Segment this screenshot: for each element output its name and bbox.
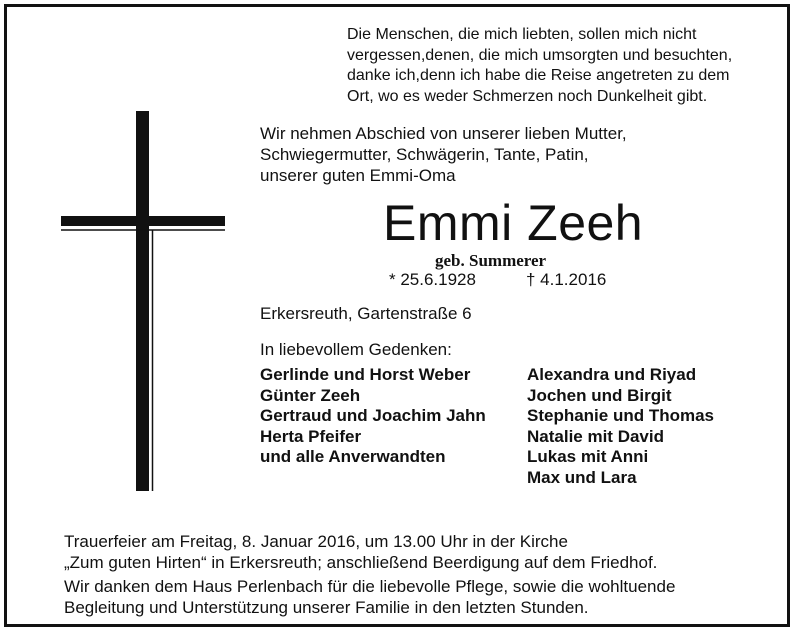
- mourner-entry: Herta Pfeifer: [260, 426, 362, 446]
- mourners-left-column: [260, 365, 486, 468]
- mourner-entry: Jochen und Birgit: [527, 385, 672, 405]
- deceased-name: Emmi Zeeh: [383, 195, 644, 251]
- birth-date: * 25.6.1928: [389, 270, 476, 289]
- intro-line: Wir nehmen Abschied von unserer lieben Mutter,: [260, 124, 627, 143]
- mourner-entry: Lukas mit Anni: [527, 447, 649, 466]
- intro-line: unserer guten Emmi-Oma: [260, 166, 456, 185]
- mourner-entry: und alle Anverwandten: [260, 447, 446, 466]
- mourner-entry: Stephanie und Thomas: [527, 406, 715, 425]
- mourner-entry: Natalie mit David: [527, 426, 664, 446]
- cross-icon: [61, 111, 225, 491]
- thanks-line: Wir danken dem Haus Perlenbach für die liebevolle Pflege, sowie die wohltuende: [64, 577, 676, 596]
- mourner-entry: Günter Zeeh: [260, 385, 361, 405]
- intro-line: Schwiegermutter, Schwägerin, Tante, Patin,: [260, 145, 589, 164]
- address: Erkersreuth, Gartenstraße 6: [260, 304, 472, 323]
- poem-line: Ort, wo es weder Schmerzen noch Dunkelheit gibt.: [347, 87, 708, 105]
- mourner-entry: Max und Lara: [527, 467, 637, 487]
- funeral-line: Trauerfeier am Freitag, 8. Januar 2016, um 13.00 Uhr in der Kirche: [64, 532, 568, 551]
- mourners-right-column: [527, 365, 714, 488]
- poem-line: vergessen,denen, die mich umsorgten und besuchten,: [347, 46, 733, 64]
- poem-line: danke ich,denn ich habe die Reise angetreten zu dem: [347, 67, 730, 84]
- mourner-entry: Alexandra und Riyad: [527, 365, 697, 384]
- thanks-note: [64, 576, 675, 618]
- remembrance-heading: In liebevollem Gedenken:: [260, 340, 452, 359]
- funeral-line: „Zum guten Hirten“ in Erkersreuth; anschließend Beerdigung auf dem Friedhof.: [64, 553, 658, 572]
- mourner-entry: Gertraud und Joachim Jahn: [260, 406, 486, 425]
- death-date: † 4.1.2016: [526, 270, 607, 289]
- maiden-name: geb. Summerer: [435, 251, 547, 270]
- mourner-entry: Gerlinde und Horst Weber: [260, 365, 471, 384]
- farewell-intro: [260, 123, 627, 186]
- memorial-poem: [347, 25, 732, 107]
- obituary-notice: [4, 4, 790, 627]
- poem-line: Die Menschen, die mich liebten, sollen mich nicht: [347, 26, 697, 43]
- funeral-info: [64, 531, 657, 573]
- thanks-line: Begleitung und Unterstützung unserer Familie in den letzten Stunden.: [64, 598, 589, 617]
